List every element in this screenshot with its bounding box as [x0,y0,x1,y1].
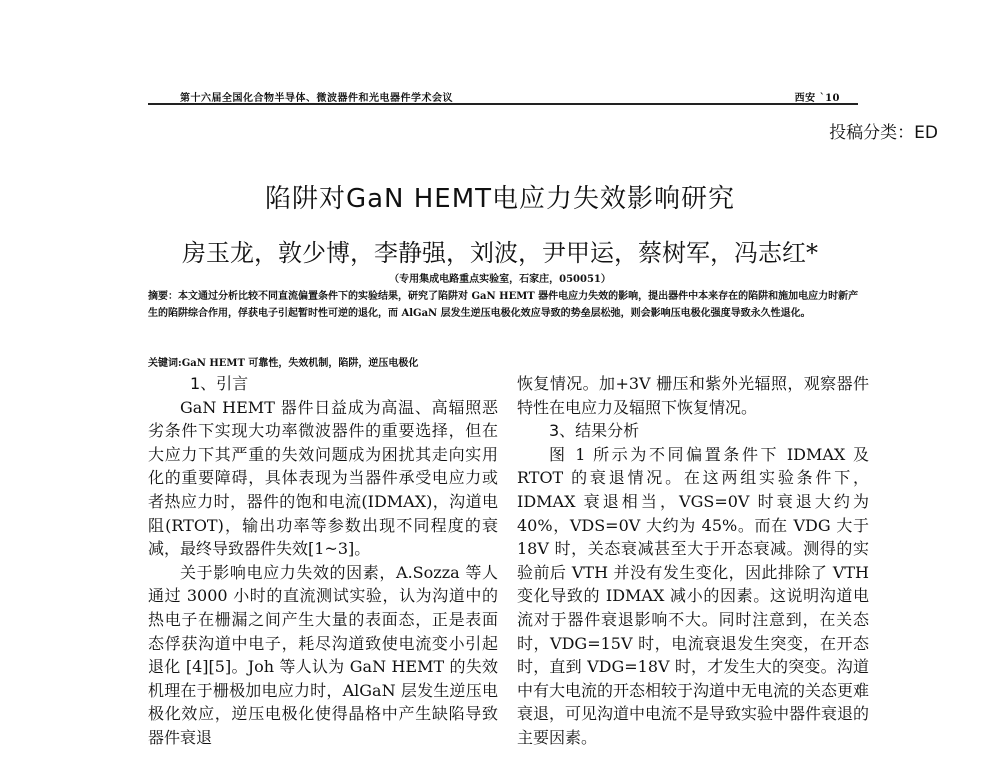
paragraph: 图 1 所示为不同偏置条件下 IDMAX 及 RTOT 的衰退情况。在这两组实验条件下，IDMAX 衰退相当，VGS=0V 时衰退大约为 40%，VDS=0V 大约为 45%。而在 VDG 大于 18V 时，关态衰减甚至大于开态衰减。测得的实验前后 VTH 并没有发生变化，因此排除了 VTH 变化导致的 IDMAX 减小的因素。这说明沟道电流对于器件衰退影响不大。同时注意到，在关态时，VDG=15V 时，电流衰退发生突变，在开态时，直到 VDG=18V 时，才发生大的突变。沟道中有大电流的开态相较于沟道中无电流的关态更难衰退，可见沟道中电流不是导致实验中器件衰退的主要因素。 [517,444,870,747]
paragraph: GaN HEMT 器件日益成为高温、高辐照恶劣条件下实现大功率微波器件的重要选择，但在大应力下其严重的失效问题成为困扰其走向实用化的重要障碍，具体表现为当器件承受电应力或者热应力时，器件的饱和电流(IDMAX)，沟道电阻(RTOT)，输出功率等参数出现不同程度的衰减，最终导致器件失效[1~3]。 [148,397,498,559]
submission-category: 投稿分类：ED [829,123,938,143]
section-heading-results: 3、结果分析 [549,421,640,441]
section-heading-introduction: 1、引言 [190,374,249,393]
affiliation: （专用集成电路重点实验室，石家庄，050051） [389,274,611,285]
keywords: 关键词:GaN HEMT 可靠性，失效机制，陷阱，逆压电极化 [148,358,419,369]
conference-location: 西安 `10 [794,93,840,104]
author-list: 房玉龙，敦少博，李静强，刘波，尹甲运，蔡树军，冯志红* [182,239,818,267]
paper-title: 陷阱对GaN HEMT电应力失效影响研究 [264,184,736,214]
conference-header: 第十六届全国化合物半导体、微波器件和光电器件学术会议 [180,93,453,104]
paragraph: 恢复情况。加+3V 栅压和紫外光辐照，观察器件特性在电应力及辐照下恢复情况。 [517,374,869,417]
abstract: 摘要：本文通过分析比较不同直流偏置条件下的实验结果，研究了陷阱对 GaN HEMT 器件电应力失效的影响，提出器件中本来存在的陷阱和施加电应力时新产生的陷阱综合作用，俘获电子引起暂时性可逆的退化，而 AlGaN 层发生逆压电极化效应导致的势垒层松弛，则会影响压电极化强度导致永久性退化。 [148,291,859,319]
paragraph: 关于影响电应力失效的因素，A.Sozza 等人通过 3000 小时的直流测试实验，认为沟道中的热电子在栅漏之间产生大量的表面态，正是表面态俘获沟道中电子，耗尽沟道致使电流变小引起退化 [4][5]。Joh 等人认为 GaN HEMT 的失效机理在于栅极加电应力时，AlGaN 层发生逆压电极化效应，逆压电极化使得晶格中产生缺陷导致器件衰退 [148,562,498,747]
header-rule [148,103,858,105]
left-column [148,372,498,750]
right-column [517,372,869,750]
